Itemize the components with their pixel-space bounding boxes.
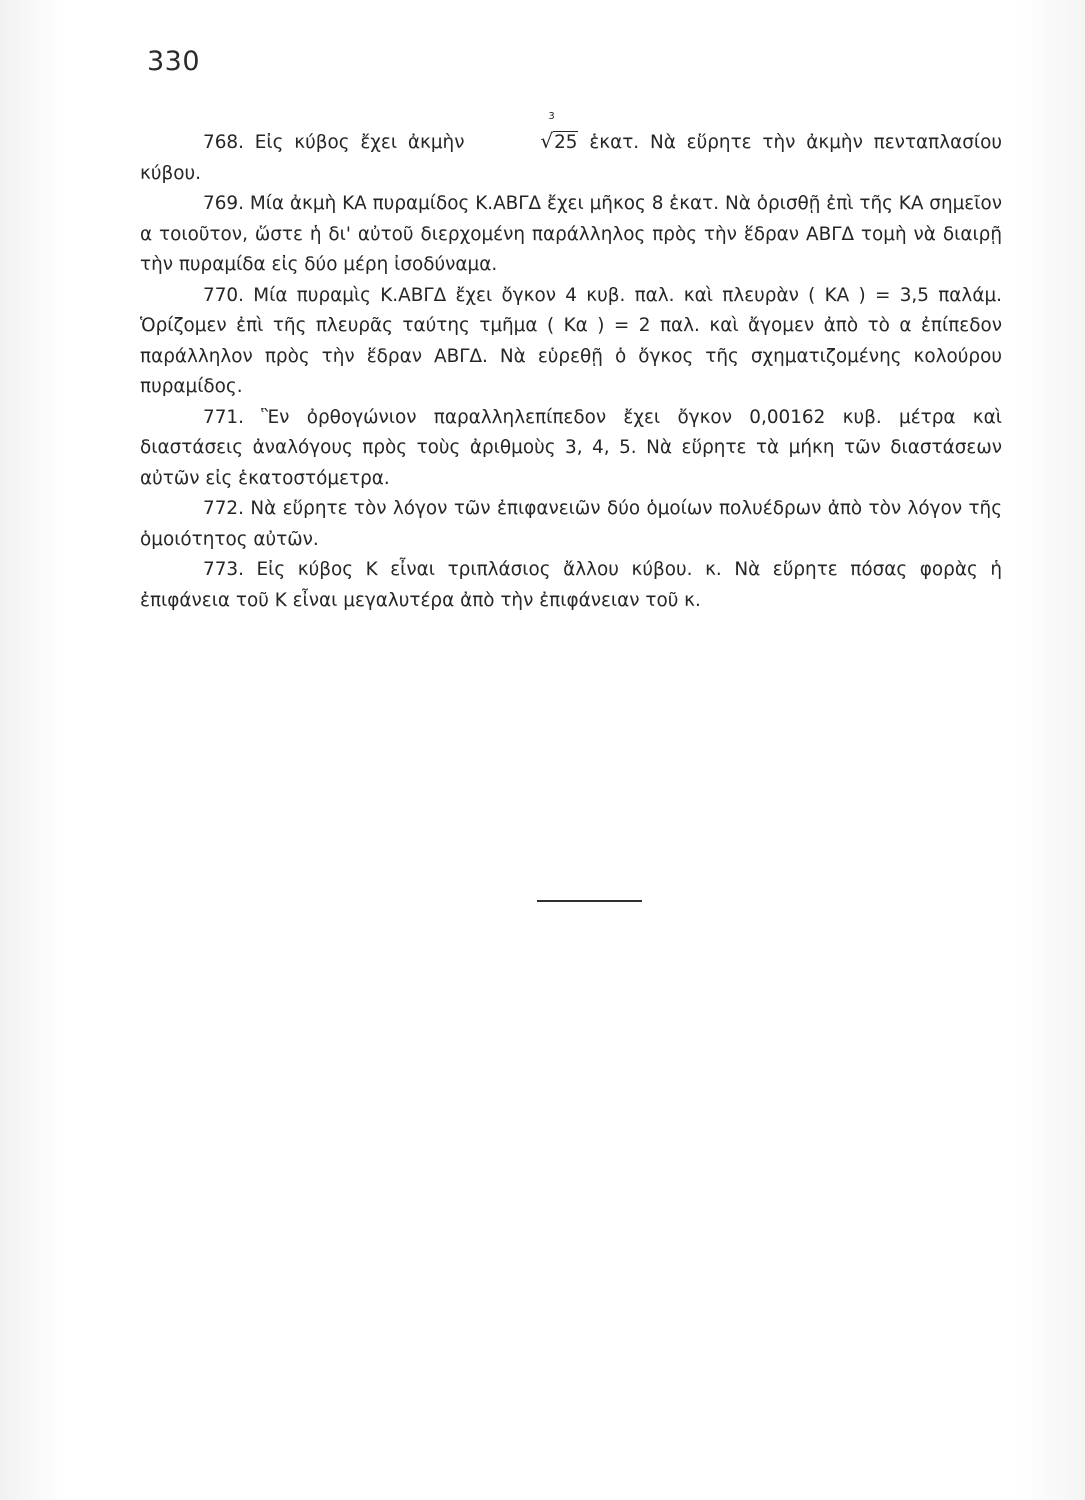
exercise-text: Μία πυραμὶς Κ.ΑΒΓΔ ἔχει ὄγκον 4 κυβ. παλ. καὶ πλευρὰν ( ΚΑ ) = 3,5 παλάμ. Ὁρίζομεν ἐπὶ τῆς πλευρᾶς ταύτης τμῆμα ( Κα ) = 2 παλ. καὶ ἄγομεν ἀπὸ τὸ α ἐπίπεδον παράλληλον πρὸς τὴν ἕδραν ΑΒΓΔ. Νὰ εὑρεθῇ ὁ ὄγκος τῆς σχηματιζομένης κολούρου πυραμίδος.: [140, 284, 1002, 397]
exercise-list: [140, 111, 1003, 616]
page-number: 330: [147, 46, 201, 77]
root-index: 3: [548, 111, 555, 122]
exercise-text: Νὰ εὕρητε τὸν λόγον τῶν ἐπιφανειῶν δύο ὁμοίων πολυέδρων ἀπὸ τὸν λόγον τῆς ὁμοιότητος αὐτῶν.: [140, 498, 1002, 550]
radicand: 25: [554, 132, 578, 153]
exercise-768: [140, 111, 1003, 189]
exercise-text: Εἰς κύβος Κ εἶναι τριπλάσιος ἄλλου κύβου. κ. Νὰ εὕρητε πόσας φορὰς ἡ ἐπιφάνεια τοῦ Κ εἶναι μεγαλυτέρα ἀπὸ τὴν ἐπιφάνειαν τοῦ κ.: [140, 559, 1002, 611]
exercise-number: 772.: [203, 498, 244, 519]
radical-sign: √: [540, 129, 554, 153]
exercise-number: 768.: [203, 132, 244, 153]
exercise-number: 769.: [203, 193, 244, 214]
exercise-769: [140, 189, 1002, 281]
exercise-text: Μία ἀκμὴ ΚΑ πυραμίδος Κ.ΑΒΓΔ ἔχει μῆκος 8 ἑκατ. Νὰ ὁρισθῇ ἐπὶ τῆς ΚΑ σημεῖον α τοιοῦτον, ὥστε ἡ δι' αὐτοῦ διερχομένη παράλληλος πρὸς τὴν ἕδραν ΑΒΓΔ τομὴ νὰ διαιρῇ τὴν πυραμίδα εἰς δύο μέρη ἰσοδύναμα.: [140, 193, 1002, 275]
exercise-number: 771.: [203, 406, 244, 428]
exercise-770: [140, 281, 1002, 403]
cube-root-expression: [477, 111, 578, 159]
exercise-text-after: ἑκατ. Νὰ εὕρητε τὴν ἀκμὴν πενταπλασίου κύβου.: [140, 132, 1003, 184]
section-separator-line: [537, 900, 642, 902]
exercise-text: Ἓν ὀρθογώνιον παραλληλεπίπεδον ἔχει ὄγκον 0,00162 κυβ. μέτρα καὶ διαστάσεις ἀναλόγους πρὸς τοὺς ἀριθμοὺς 3, 4, 5. Νὰ εὕρητε τὰ μήκη τῶν διαστάσεων αὐτῶν εἰς ἑκατοστόμετρα.: [140, 406, 1002, 489]
exercise-number: 773.: [203, 559, 244, 580]
exercise-number: 770.: [203, 284, 244, 306]
exercise-773: [140, 555, 1002, 616]
exercise-772: [140, 494, 1002, 555]
exercise-text-before: Εἰς κύβος ἔχει ἀκμὴν: [243, 132, 476, 153]
exercise-771: [140, 403, 1002, 495]
